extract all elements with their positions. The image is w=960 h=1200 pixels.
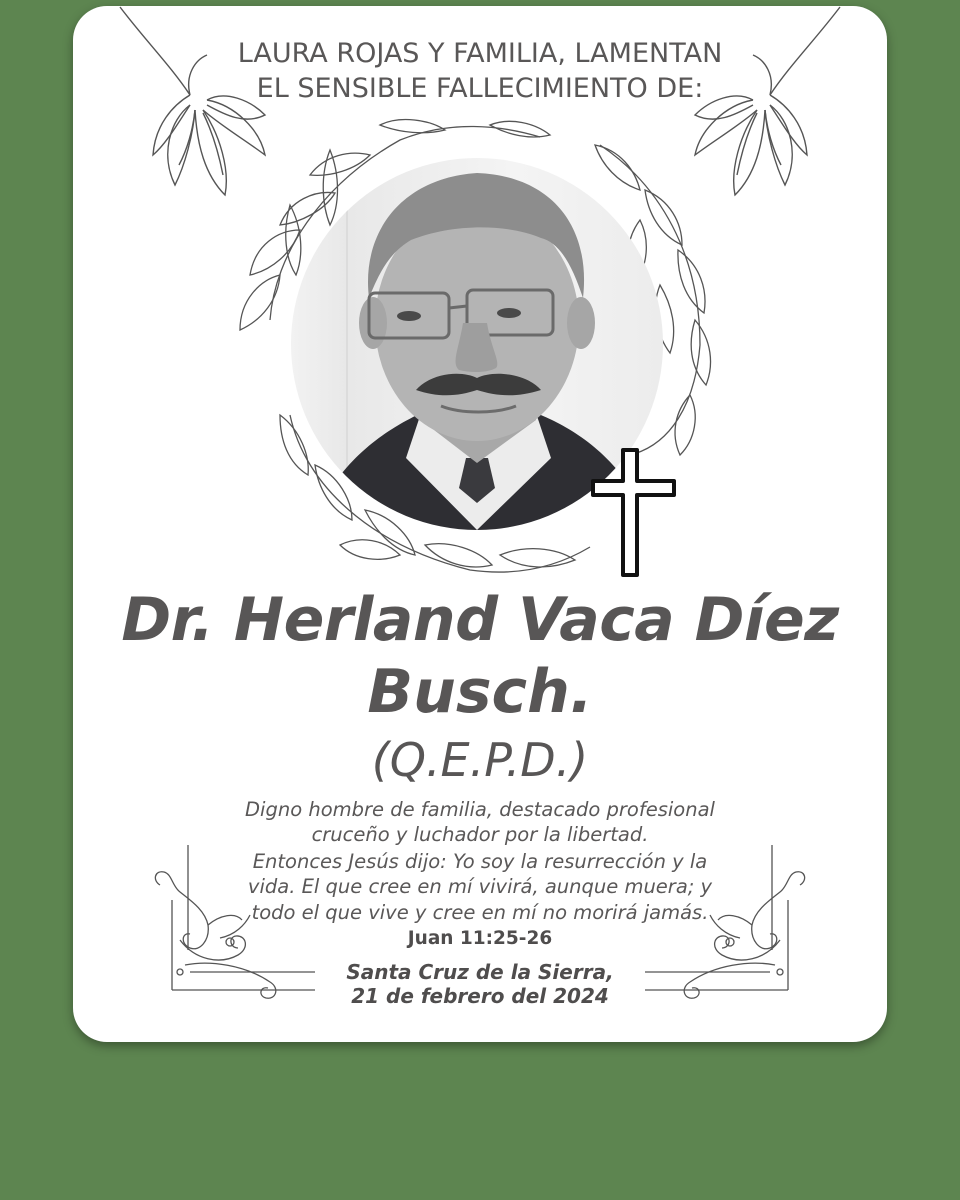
- qepd-label: (Q.E.P.D.): [371, 733, 589, 787]
- deceased-name-line-1: Dr. Herland Vaca Díez: [121, 585, 839, 655]
- tribute-line-1: Digno hombre de familia, destacado profesional: [245, 798, 715, 821]
- date-label: 21 de febrero del 2024: [351, 984, 609, 1008]
- header-line-2: EL SENSIBLE FALLECIMIENTO DE:: [256, 73, 704, 104]
- header-line-1: LAURA ROJAS Y FAMILIA, LAMENTAN: [237, 38, 723, 69]
- tribute-line-3: Entonces Jesús dijo: Yo soy la resurrección y la: [252, 850, 708, 873]
- deceased-name-line-2: Busch.: [367, 657, 593, 727]
- tribute-line-4: vida. El que cree en mí vivirá, aunque muera; y: [247, 875, 713, 898]
- tribute-line-5: todo el que vive y cree en mí no morirá jamás.: [251, 901, 709, 924]
- cross-icon: [590, 447, 678, 579]
- verse-reference: Juan 11:25-26: [407, 928, 553, 949]
- place-label: Santa Cruz de la Sierra,: [346, 960, 614, 984]
- tribute-line-2: cruceño y luchador por la libertad.: [311, 823, 649, 846]
